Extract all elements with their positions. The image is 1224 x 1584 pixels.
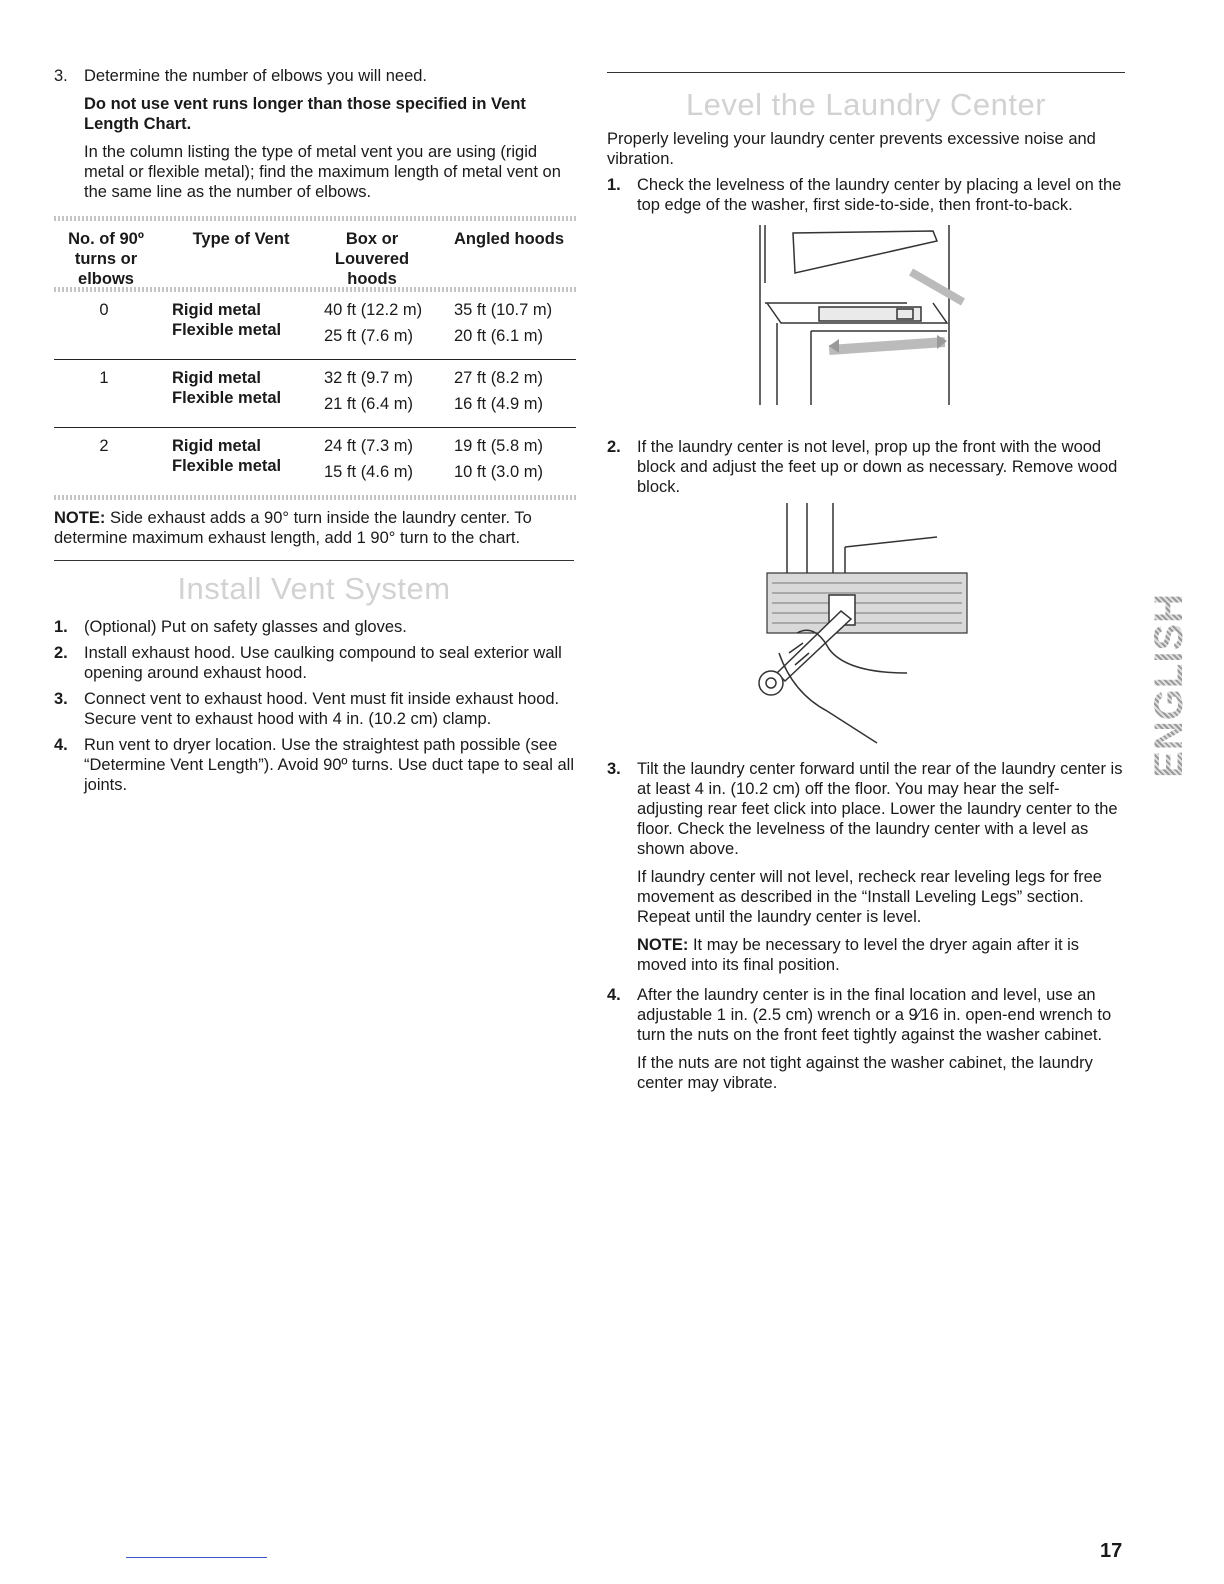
step-text: Determine the number of elbows you will need.: [84, 67, 428, 85]
box-length-cell: 40 ft (12.2 m): [324, 301, 423, 319]
step-number: 2.: [607, 438, 621, 456]
step-number: 1.: [607, 176, 621, 194]
level-step-3: [607, 759, 1125, 975]
right-column: [607, 72, 1125, 1093]
step-number: 3.: [607, 760, 621, 778]
turns-cell: 2: [99, 437, 109, 455]
step-text: Run vent to dryer location. Use the straightest path possible (see “Determine Vent Length”). Avoid 90º turns. Use duct tape to seal all joints.: [84, 736, 574, 794]
note-label: NOTE:: [54, 509, 106, 527]
step-number: 4.: [54, 736, 68, 754]
vent-type-cell: Flexible metal: [172, 389, 282, 407]
vent-step-3: [54, 66, 574, 202]
angled-length-cell: 16 ft (4.9 m): [454, 395, 543, 413]
note-label: NOTE:: [637, 936, 689, 954]
angled-length-cell: 27 ft (8.2 m): [454, 369, 543, 387]
note-text: It may be necessary to level the dryer again after it is moved into its final position.: [637, 936, 1080, 974]
angled-length-cell: 19 ft (5.8 m): [454, 437, 543, 455]
header-vent-type: Type of Vent: [192, 230, 290, 248]
step-number: 2.: [54, 644, 68, 662]
angled-length-cell: 10 ft (3.0 m): [454, 463, 543, 481]
step-text-continued: If laundry center will not level, recheck rear leveling legs for free movement as described in the “Install Leveling Legs” section. Repeat until the laundry center is level.: [637, 868, 1102, 926]
step-text: Install exhaust hood. Use caulking compound to seal exterior wall opening around exhaust hood.: [84, 644, 562, 682]
step-text-continued: If the nuts are not tight against the washer cabinet, the laundry center may vibrate.: [637, 1054, 1093, 1092]
table-row: [54, 292, 576, 359]
table-divider: [54, 495, 576, 500]
dryer-level-note: [637, 935, 1125, 975]
section-rule: [54, 560, 574, 561]
turns-cell: 1: [99, 369, 109, 387]
page-number: 17: [1100, 1540, 1123, 1562]
footer-line: [126, 1557, 267, 1558]
step-text: If the laundry center is not level, prop up the front with the wood block and adjust the feet up or down as necessary. Remove wood block.: [637, 438, 1118, 496]
vent-length-chart: [54, 216, 576, 500]
vent-length-warning: Do not use vent runs longer than those specified in Vent Length Chart.: [84, 95, 526, 133]
wrench-adjust-illustration: [607, 503, 1125, 751]
list-item: [54, 643, 574, 683]
list-item: [54, 617, 574, 637]
header-angled-hoods: Angled hoods: [454, 230, 564, 248]
turns-cell: 0: [99, 301, 109, 319]
table-header: [54, 221, 576, 287]
install-vent-title: Install Vent System: [177, 571, 451, 606]
level-step-4: [607, 985, 1125, 1093]
step-text: Connect vent to exhaust hood. Vent must fit inside exhaust hood. Secure vent to exhaust hood with 4 in. (10.2 cm) clamp.: [84, 690, 560, 728]
box-length-cell: 32 ft (9.7 m): [324, 369, 413, 387]
language-tab: [1146, 568, 1191, 802]
vent-chart-instructions: In the column listing the type of metal vent you are using (rigid metal or flexible metal); find the maximum length of metal vent on the same line as the number of elbows.: [84, 143, 561, 201]
language-tab-label: ENGLISH: [1146, 592, 1191, 778]
level-check-illustration: [607, 223, 1125, 423]
side-exhaust-note: [54, 508, 574, 548]
step-text: After the laundry center is in the final location and level, use an adjustable 1 in. (2.5 cm) wrench or a 9⁄16 in. open-end wrench to turn the nuts on the front feet tightly against the washer cabinet.: [637, 986, 1112, 1044]
install-steps: [54, 617, 574, 795]
level-laundry-title: Level the Laundry Center: [685, 87, 1047, 122]
angled-length-cell: 20 ft (6.1 m): [454, 327, 543, 345]
header-turns: No. of 90º turns or elbows: [68, 230, 144, 288]
level-intro: Properly leveling your laundry center prevents excessive noise and vibration.: [607, 130, 1096, 168]
step-number: 4.: [607, 986, 621, 1004]
section-rule: [607, 72, 1125, 73]
angled-length-cell: 35 ft (10.7 m): [454, 301, 553, 319]
step-text: Tilt the laundry center forward until the rear of the laundry center is at least 4 in. (10.2 cm) off the floor. You may hear the self-adjusting rear feet click into place. Lower the laundry center to the floor. Check the levelness of the laundry center with a level as shown above.: [637, 760, 1123, 858]
level-step-2: [607, 437, 1125, 497]
vent-type-cell: Rigid metal: [172, 437, 261, 455]
header-box-hoods: Box or Louvered hoods: [334, 230, 410, 288]
level-step-1: [607, 175, 1125, 215]
vent-type-cell: Flexible metal: [172, 457, 282, 475]
table-row: [54, 360, 576, 427]
table-row: [54, 428, 576, 495]
list-item: [54, 735, 574, 795]
step-number: 3.: [54, 690, 68, 708]
list-item: [54, 689, 574, 729]
step-text: (Optional) Put on safety glasses and gloves.: [84, 618, 407, 636]
box-length-cell: 24 ft (7.3 m): [324, 437, 413, 455]
vent-type-cell: Rigid metal: [172, 301, 261, 319]
step-number: 1.: [54, 618, 68, 636]
vent-type-cell: Flexible metal: [172, 321, 282, 339]
box-length-cell: 25 ft (7.6 m): [324, 327, 413, 345]
vent-type-cell: Rigid metal: [172, 369, 261, 387]
left-column: [54, 66, 574, 795]
step-number: 3.: [54, 67, 68, 85]
note-text: Side exhaust adds a 90° turn inside the laundry center. To determine maximum exhaust length, add 1 90° turn to the chart.: [54, 509, 532, 547]
box-length-cell: 15 ft (4.6 m): [324, 463, 413, 481]
box-length-cell: 21 ft (6.4 m): [324, 395, 413, 413]
step-text: Check the levelness of the laundry center by placing a level on the top edge of the washer, first side-to-side, then front-to-back.: [637, 176, 1122, 214]
